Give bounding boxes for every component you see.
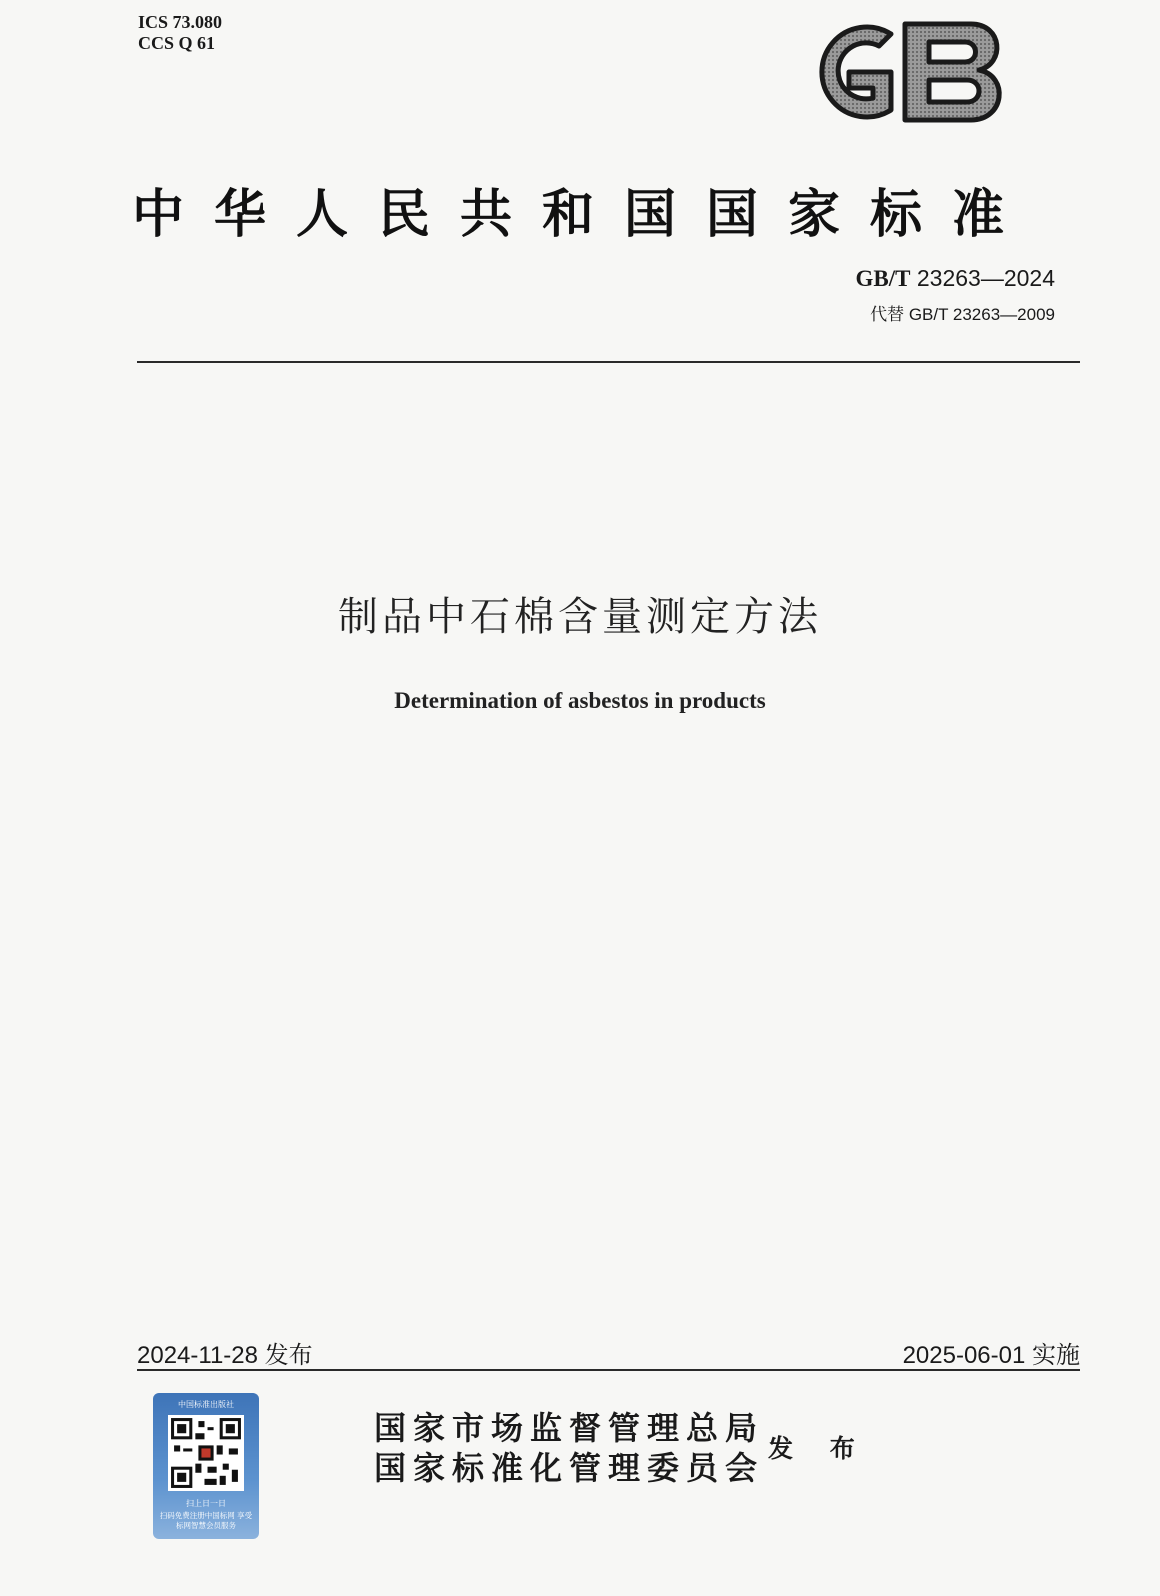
qr-code-label: [153, 1393, 259, 1539]
standard-number: [856, 265, 1055, 292]
standard-code: 23263—2024: [916, 265, 1055, 291]
national-standard-title: 中华人民共和国国家标准: [132, 185, 1035, 245]
document-title-en: Determination of asbestos in products: [394, 688, 766, 713]
issuer-sac: 国家标准化管理委员会: [374, 1449, 765, 1487]
ccs-code: CCS Q 61: [138, 33, 216, 53]
footer-divider: [137, 1369, 1080, 1371]
standard-number-block: [856, 265, 1055, 325]
implementation-date: 2025-06-01 实施: [902, 1342, 1080, 1369]
classification-codes: [138, 12, 222, 54]
qr-footer-text: 扫码免费注册中国标网 享受标网智慧会员服务: [159, 1511, 253, 1530]
ics-code: ICS 73.080: [138, 12, 223, 32]
gb-logo-icon: [783, 14, 1015, 130]
standard-prefix: GB/T: [855, 266, 911, 291]
issuing-authorities: [374, 1408, 764, 1488]
issuer-samr: 国家市场监督管理总局: [374, 1409, 765, 1447]
replaces-standard: 代替 GB/T 23263—2009: [870, 305, 1055, 324]
header-divider: [137, 361, 1080, 363]
publish-date: 2024-11-28 发布: [137, 1342, 313, 1369]
qr-header: 中国标准出版社: [178, 1400, 234, 1409]
qr-code-icon: [168, 1415, 244, 1491]
qr-scan-text: 扫上日一日: [186, 1499, 226, 1508]
document-title-cn: 制品中石棉含量测定方法: [338, 594, 822, 640]
publish-label: 发 布: [768, 1434, 869, 1463]
